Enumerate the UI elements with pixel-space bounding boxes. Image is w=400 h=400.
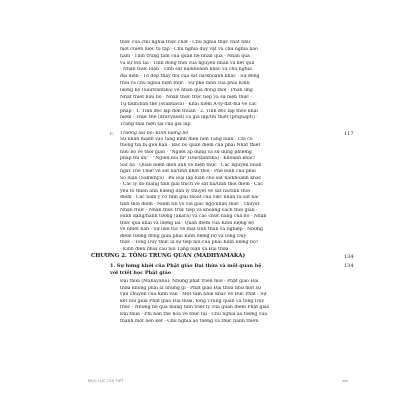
toc-description-line: · Nhận thức luận · Tính sát na/khoảnh khắc và chủ nghĩa — [120, 67, 252, 73]
toc-description-line: yếu tố thiên ánh hướng dẫn lý thuyết về sát na/tính thời — [120, 188, 250, 194]
toc-description-line: đại diện · Tổ đốp thay đổi của sát na/khoảnh khắc · Sự đồng — [120, 74, 260, 80]
toc-description-line: · Kinh điển nhưi câu nối Tạng luận và Đại thừa — [120, 246, 229, 252]
toc-description-line: Trạng thái hiện tại của giả lập — [120, 122, 191, 128]
section-heading-line-2: với triết học Phật giáo — [110, 270, 172, 276]
toc-description-line: pháp thí dụ" · "Người nói tử" (Dārṣṭāntika) · Khoảnh khắc/ — [120, 156, 256, 162]
toc-description-line: niệm · Thực thể (dravyasat) và giả lập/thi thiết (prajñapti) · — [120, 115, 258, 121]
toc-description-line: vận chuyển của kinh văn · Một tâm nhìn khác về Đức Phật · Sự — [120, 292, 267, 298]
toc-description-line: Đại thừa · Phi hãn thể hóa về thực tại · Chủ nghĩa ảo tưởng của — [120, 312, 268, 317]
running-footer-title: MỤC LỤC CHI TIẾT — [88, 379, 125, 383]
entry-page-number: 117 — [344, 131, 354, 137]
toc-description-line: thành một liên kết · Chủ nghĩa ảo tưởng và thực hành thiền — [120, 318, 259, 324]
toc-description-line: lượng bộ (Sautrāntika) về nhân quả đồng thời · Phản ứng — [120, 87, 253, 93]
toc-description-line: Tự tánh/bản thể (svabhāva) · Khái niệm A-tỳ-đạt-ma về các — [120, 101, 257, 107]
toc-description-line: điểm tương đồng giữa phái Kinh lượng bộ và tông Duy — [120, 233, 247, 239]
chapter-heading: CHƯƠNG 2. TÔNG TRUNG QUÁN (MADHYAMAKA) — [91, 253, 246, 259]
page-number: xxv — [342, 379, 349, 383]
toc-description-line: Nhận thức · Nhận thức trực tiếp và khoảng cách thời gian · — [120, 207, 258, 213]
toc-description-line: thức của chủ nghĩa thực chất · Chủ nghĩa thực chất như — [120, 40, 251, 45]
toc-description-line: Hình dạng/hành tướng (ākāra) và các chức năng của nó · Nhận — [120, 214, 267, 220]
toc-description-line: Sát na · Quan niệm diễn ánh về hiện thực · Các nguyên nhân — [120, 162, 262, 168]
toc-description-line: một chiến lược tu tập · Chủ nghĩa duy vật và chủ nghĩa bao — [120, 46, 258, 52]
entry-title: Trường lâo bộ: Kinh lượng bộ — [120, 131, 189, 136]
section-heading-line-1: 1. Sự hưng khởi của Phật giáo Đại thừa và mối quan hệ — [110, 263, 262, 269]
toc-description-line: Đại thừa (Mahāyāna): Những phát triển mới · Phật giáo Đại — [120, 279, 259, 284]
toc-description-line: kết nối giữa Phật giáo Đại thừa, tông Trung quán và tông Duy — [120, 298, 265, 304]
section-page-number: 134 — [344, 263, 354, 269]
toc-description-line: thông tin bị giới hạn · Bác bỏ quan điểm của phái Nhất thiết — [120, 143, 261, 149]
toc-description-line: thức · Những hệ quả mang tinh triết lý của quan điểm Phật giáo — [120, 305, 270, 311]
toc-description-line: hàm · Tinh trung tâm của quan hệ nhân quả · Nhân quả — [120, 53, 250, 59]
toc-description-line: thừa không phải là những gì · Phật giáo Đại thừa như một sự — [120, 285, 261, 291]
toc-description-line: thời và chủ nghĩa hiện thực · Sự phê bình của phái Kinh — [120, 81, 250, 87]
toc-description-line: ngắt Thể Thức về sát na/tinh nhất thời · Phê bình của phái — [120, 169, 256, 175]
toc-description-line: pháp · 1. Tính độc lập đơn thuần · 2. Tính độc lập theo khái — [120, 108, 258, 114]
toc-description-line: Nhất thiết hữu bộ · Nhận thức trực tiếp và sự hiện thực · — [120, 94, 252, 100]
toc-description-line: và sự tồn tại · Tính đồng thời của nguyên nhân và kết quả — [120, 60, 255, 66]
chapter-page-number: 134 — [344, 254, 354, 260]
toc-description-line: · Các lý do mang tính giải thích về sát na/tinh thời điểm · Các — [120, 182, 263, 188]
toc-description-line: điểm · Các hàm ý có tính giải thoát của việc nhận ra sát na/ — [120, 195, 259, 201]
entry-marker: c. — [110, 132, 115, 137]
toc-description-line: về nhiết bàn · Sự liên tục về mặt tinh thần và nghiệp · Những — [120, 227, 263, 233]
toc-description-line: tính thời điểm · Niềm tin vô với giác ngộ/nhận thức · Thuyết — [120, 201, 260, 207]
toc-description-line: Sự nhấn mạnh vào tạng kinh điển hơn Tạng luận · Chi có — [120, 137, 253, 142]
toc-description-line: hữu bộ về thời gian · "Người áp dụng và sử dụng phương — [120, 149, 252, 155]
toc-description-line: Số luận (Sāṃkhya) · Bu loại lập luận cho sát na/khoảnh khắc — [120, 175, 262, 181]
toc-description-line: thức qua khái và lượng lai · Quan điểm của Kinh lượng bộ — [120, 220, 254, 226]
toc-description-line: thức · Tông Duy thức là sự tiếp nối của phái Kinh lượng bộ? — [120, 240, 259, 246]
